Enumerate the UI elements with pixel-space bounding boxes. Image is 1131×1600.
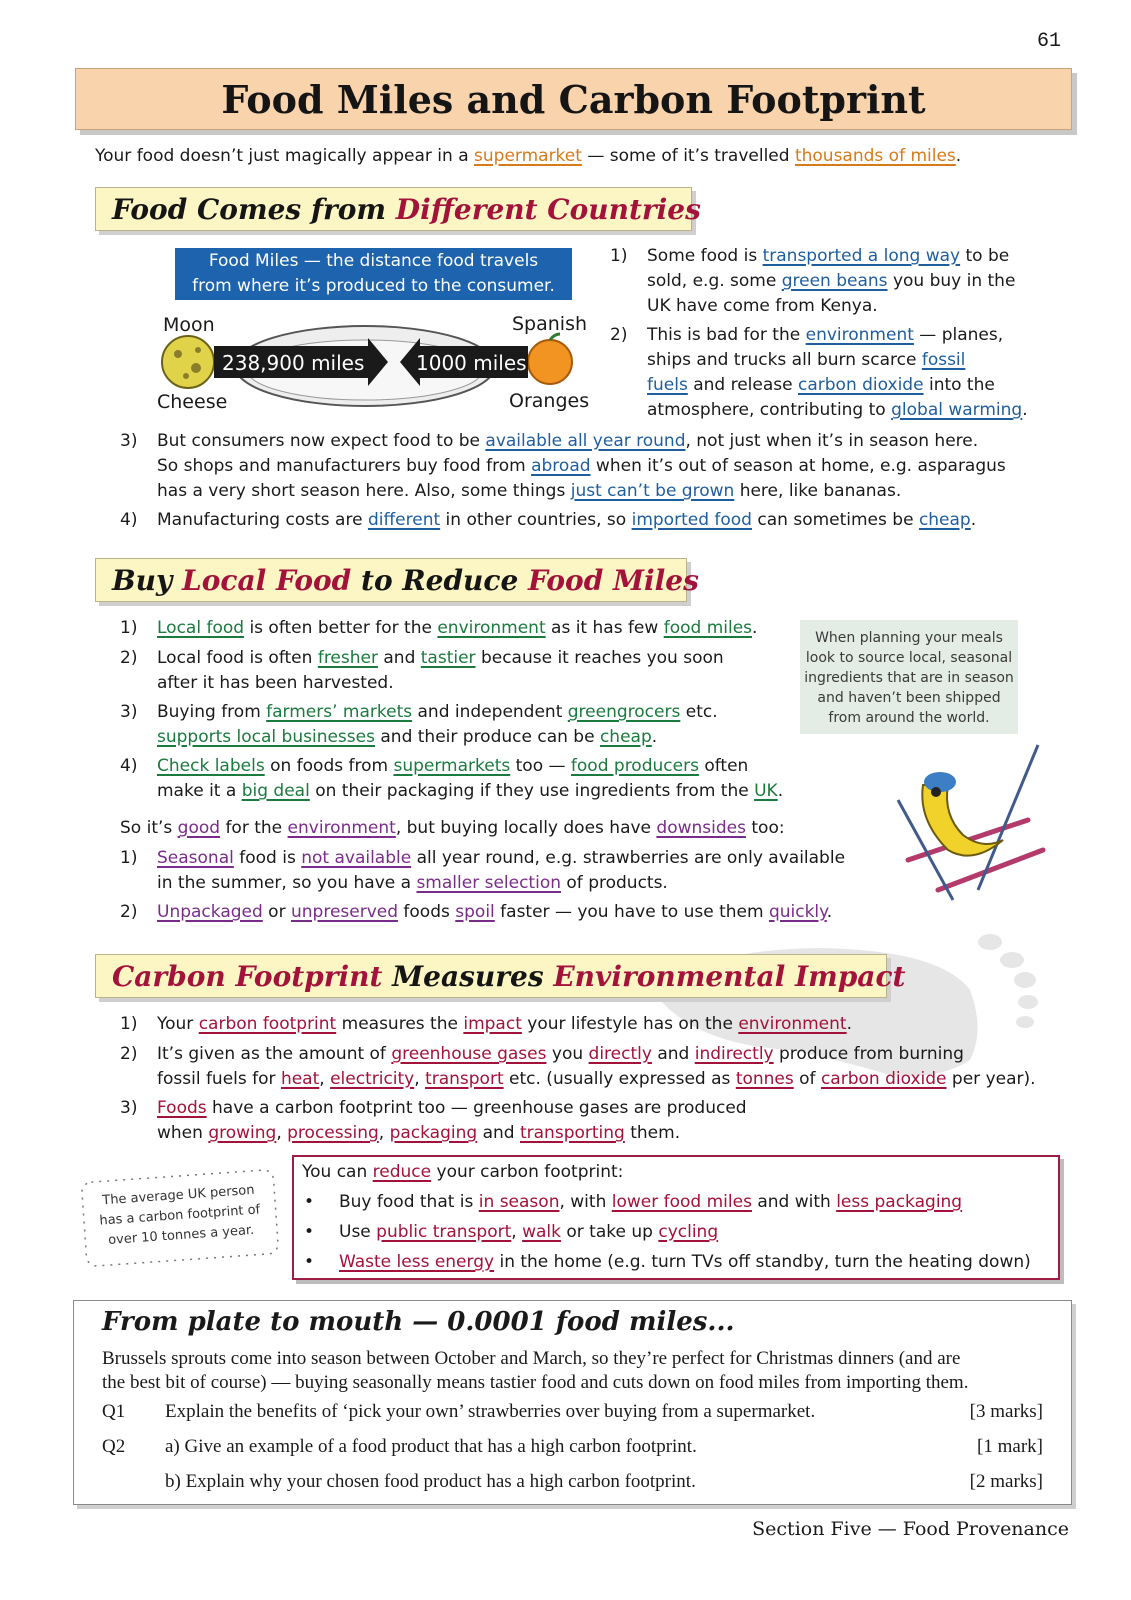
label-oranges: Oranges xyxy=(509,390,590,412)
page-title: Food Miles and Carbon Footprint xyxy=(221,77,926,122)
right-distance-label: 1000 miles xyxy=(416,351,527,375)
downsides-intro: So it’s good for the environment, but buying locally does have downsides too: xyxy=(120,818,785,838)
label-cheese: Cheese xyxy=(157,391,228,413)
reduce-bullet-2: • Use public transport, walk or take up cycling xyxy=(304,1222,719,1242)
practice-paragraph: Brussels sprouts come into season between October and March, so they’re perfect for Christmas dinners (and are the best bit of course) — buying seasonally means tastier food and cuts down on food miles from importing them. xyxy=(102,1348,969,1393)
local-point-1: 1) Local food is often better for the environment as it has few food miles. xyxy=(120,618,758,638)
link-thousands-of-miles: thousands of miles xyxy=(794,146,956,166)
section-heading-countries: Food Comes from Different Countries xyxy=(95,187,692,231)
label-moon: Moon xyxy=(163,314,215,336)
countries-point-2: 2) This is bad for the environment — planes, ships and trucks all burn scarce fossil fuels and release carbon dioxide into the atmosphere, contributing to global warming. xyxy=(610,325,1028,420)
question-2b-text: b) Explain why your chosen food product has a high carbon footprint. xyxy=(165,1471,696,1492)
practice-questions-box xyxy=(73,1300,1072,1505)
question-1-text: Explain the benefits of ‘pick your own’ strawberries over buying from a supermarket. xyxy=(165,1401,816,1422)
moon-icon xyxy=(162,336,214,388)
planning-tip-box: When planning your meals look to source local, seasonal ingredients that are in season and haven’t been shipped from around the world. xyxy=(800,620,1018,734)
carbon-point-1: 1) Your carbon footprint measures the impact your lifestyle has on the environment. xyxy=(120,1014,852,1034)
local-point-2: 2) Local food is often fresher and tastier because it reaches you soon after it has been harvested. xyxy=(120,648,724,693)
skiing-banana-illustration xyxy=(878,740,1058,905)
section-footer: Section Five — Food Provenance xyxy=(752,1518,1069,1540)
food-miles-definition: Food Miles — the distance food travels from where it’s produced to the consumer. xyxy=(175,248,572,300)
question-2-label: Q2 xyxy=(102,1436,126,1457)
local-point-4: 4) Check labels on foods from supermarkets too — food producers often make it a big deal on their packaging if they use ingredients from the UK. xyxy=(120,756,784,801)
orange-icon xyxy=(528,340,572,384)
page-number: 61 xyxy=(1036,30,1061,53)
local-point-3: 3) Buying from farmers’ markets and independent greengrocers etc. supports local businesses and their produce can be cheap. xyxy=(120,702,718,747)
link-supermarket: supermarket xyxy=(474,146,582,166)
countries-point-1: 1) Some food is transported a long way to be sold, e.g. some green beans you buy in the UK have come from Kenya. xyxy=(610,246,1016,316)
carbon-note: The average UK person has a carbon footprint of over 10 tonnes a year. xyxy=(77,1165,283,1271)
countries-point-4: 4) Manufacturing costs are different in other countries, so imported food can sometimes be cheap. xyxy=(120,510,977,530)
reduce-footprint-box: You can reduce your carbon footprint: • Buy food that is in season, with lower food miles and with less packaging • Use public transport, walk or take up cycling • Waste less energy in the home (e.g. turn TVs off standby, turn the heating down) xyxy=(292,1155,1060,1280)
title-banner xyxy=(75,68,1072,130)
countries-point-3: 3) But consumers now expect food to be available all year round, not just when it’s in season here. So shops and manufacturers buy food from abroad when it’s out of season at home, e.g. asparagus has a very short season here. Also, some things just can’t be grown here, like bananas. xyxy=(120,431,1006,501)
question-1-label: Q1 xyxy=(102,1401,126,1422)
reduce-bullet-1: • Buy food that is in season, with lower food miles and with less packaging xyxy=(304,1192,963,1212)
question-1-marks: [3 marks] xyxy=(969,1401,1043,1422)
practice-heading: From plate to mouth — 0.0001 food miles... xyxy=(102,1307,735,1337)
left-distance-label: 238,900 miles xyxy=(222,351,365,375)
question-2a-text: a) Give an example of a food product that has a high carbon footprint. xyxy=(165,1436,697,1457)
section-heading-carbon: Carbon Footprint Measures Environmental Impact xyxy=(95,954,887,998)
question-2b-marks: [2 marks] xyxy=(969,1471,1043,1492)
carbon-point-3: 3) Foods have a carbon footprint too — greenhouse gases are produced when growing, processing, packaging and transporting them. xyxy=(120,1098,747,1143)
reduce-bullet-3: • Waste less energy in the home (e.g. turn TVs off standby, turn the heating down) xyxy=(304,1252,1031,1272)
downside-point-1: 1) Seasonal food is not available all year round, e.g. strawberries are only available in the summer, so you have a smaller selection of products. xyxy=(120,848,846,893)
question-2a-marks: [1 mark] xyxy=(977,1436,1043,1457)
downside-point-2: 2) Unpackaged or unpreserved foods spoil faster — you have to use them quickly. xyxy=(120,902,833,922)
section-heading-local-food: Buy Local Food to Reduce Food Miles xyxy=(95,558,687,602)
label-spanish: Spanish xyxy=(512,313,588,335)
intro-text: Your food doesn’t just magically appear in a supermarket — some of it’s travelled thousands of miles. xyxy=(95,146,962,166)
carbon-point-2: 2) It’s given as the amount of greenhouse gases you directly and indirectly produce from burning fossil fuels for heat, electricity, transport etc. (usually expressed as tonnes of carbon dioxide per year). xyxy=(120,1044,1036,1089)
